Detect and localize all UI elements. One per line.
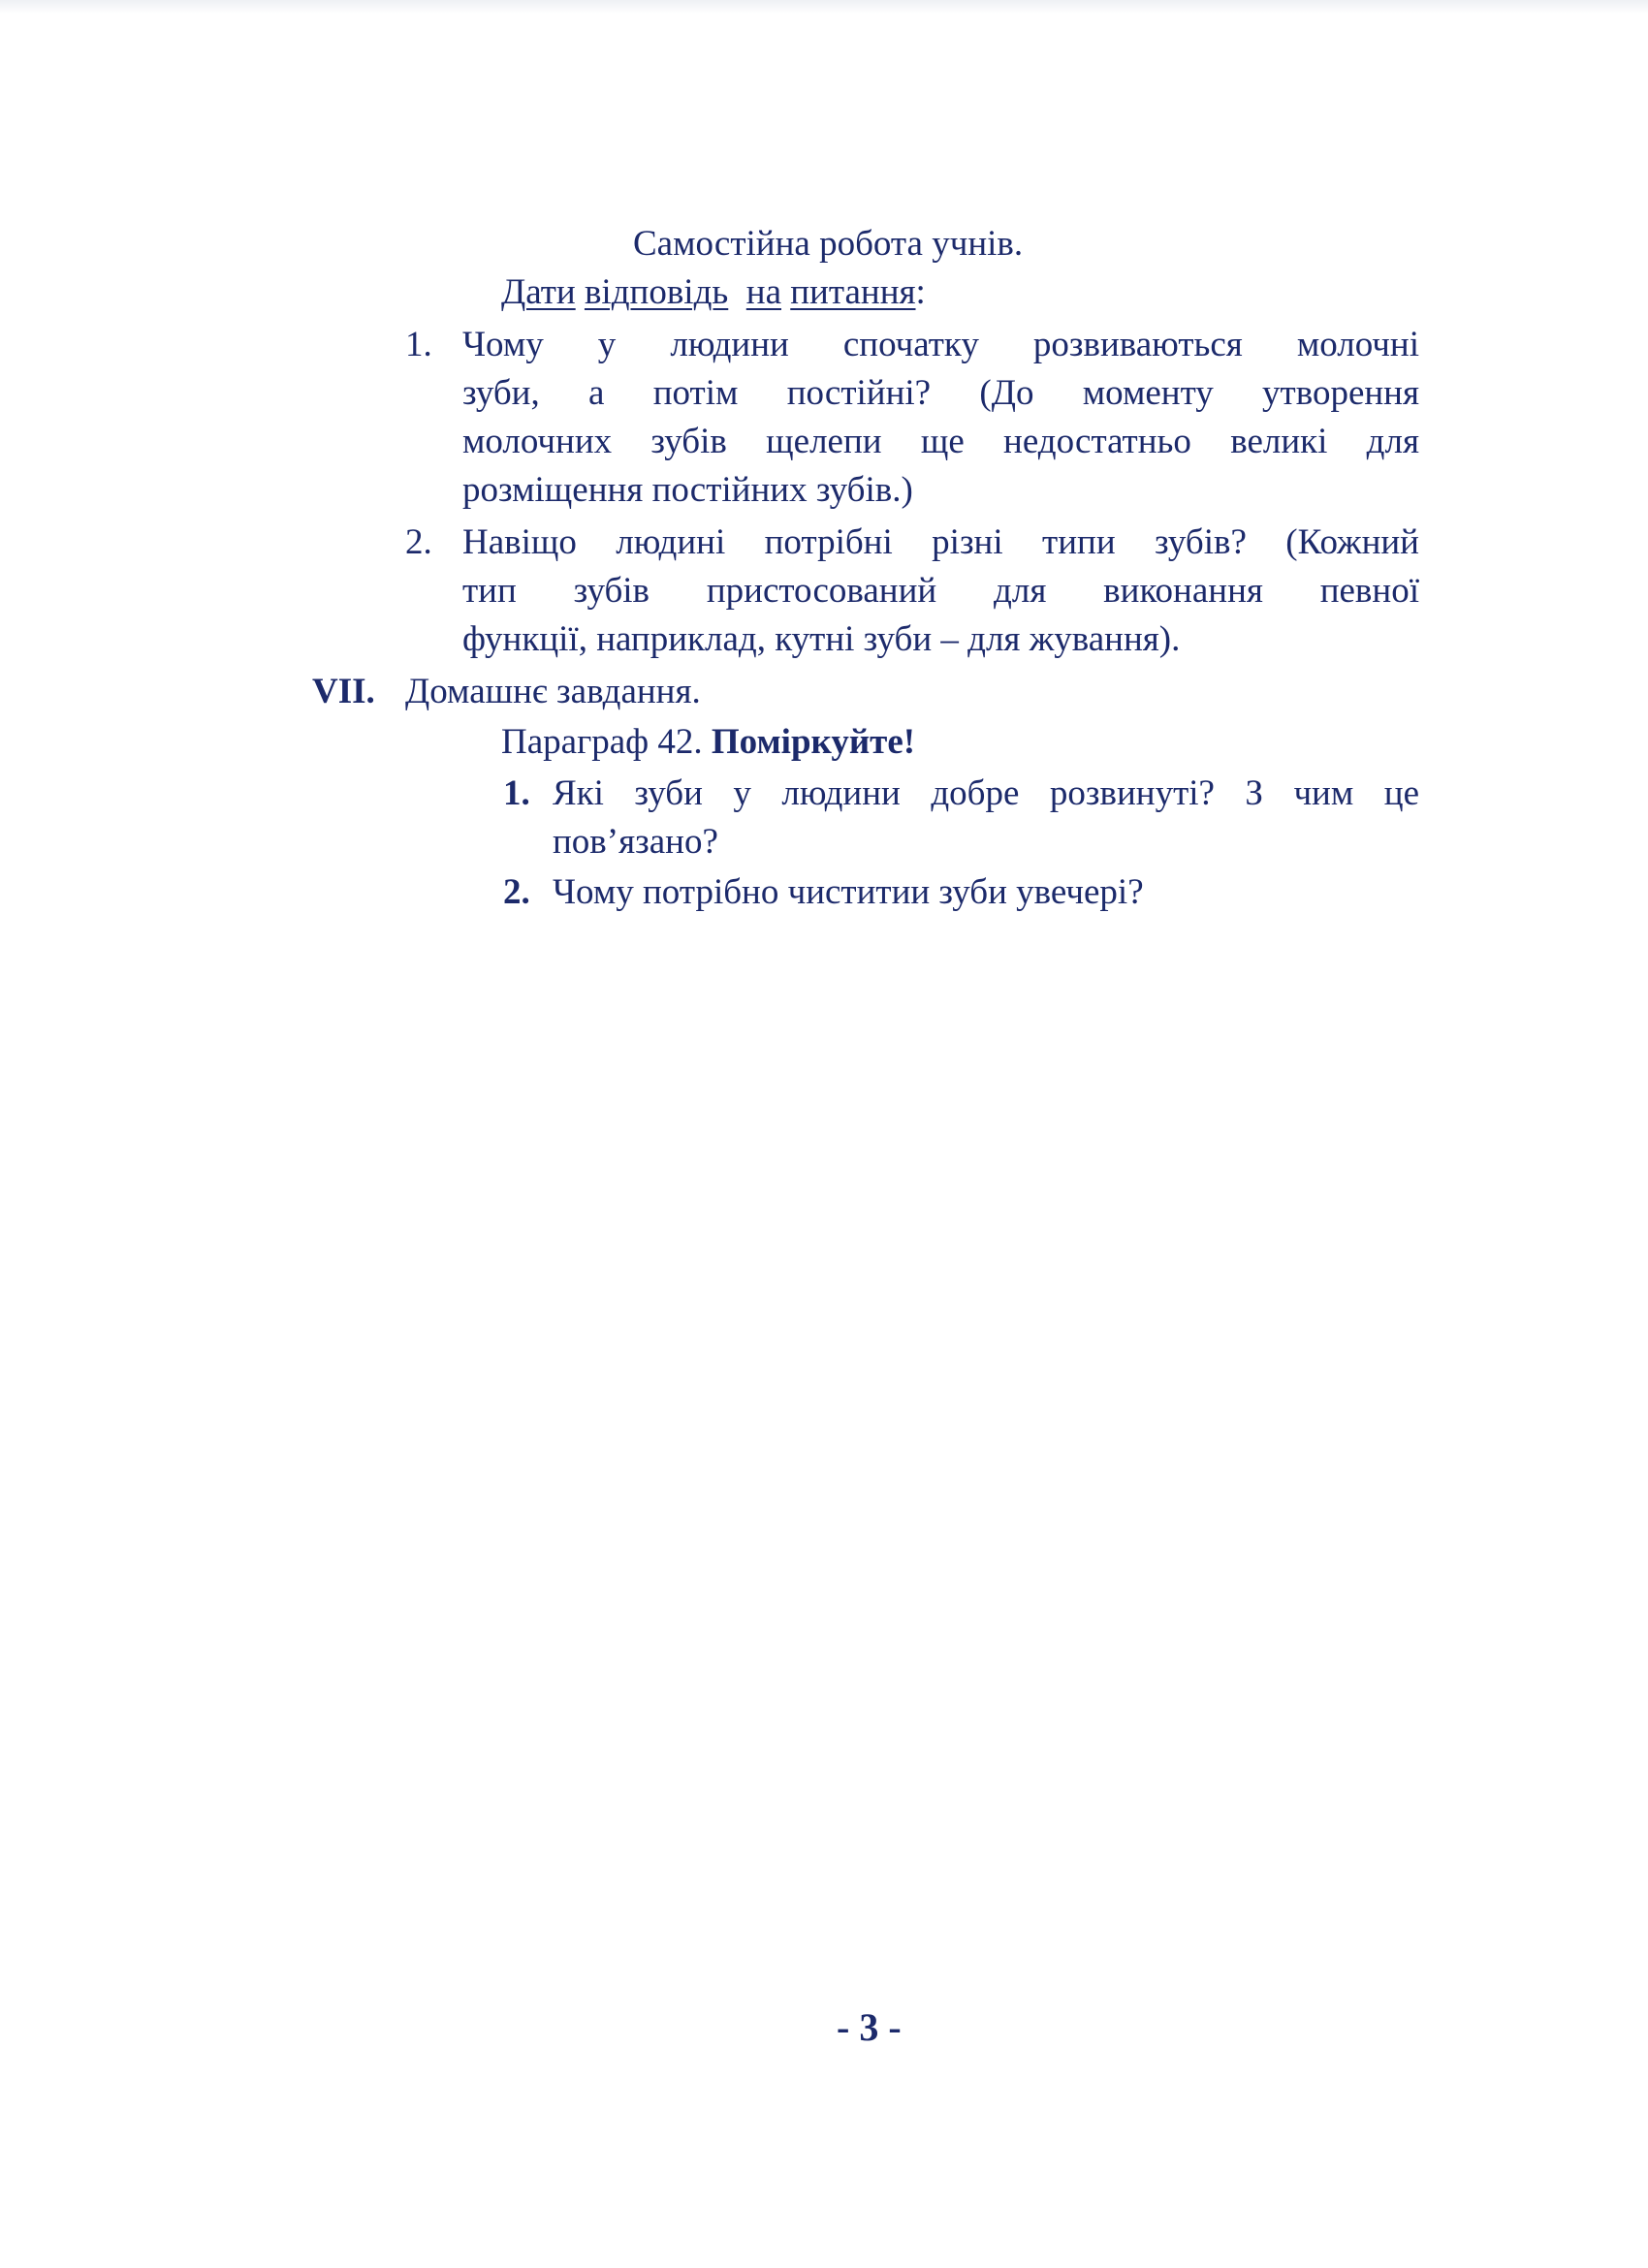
question-line: розміщення постійних зубів.) bbox=[462, 470, 913, 510]
question-line: функції, наприклад, кутні зуби – для жування). bbox=[462, 619, 1181, 659]
paragraph-label: Параграф 42. bbox=[501, 722, 703, 762]
homework-item-line: Чому потрібно чиститии зуби увечері? bbox=[553, 872, 1144, 912]
homework-item-number: 2. bbox=[503, 872, 530, 912]
homework-item-line: Які зуби у людини добре розвинуті? З чим це bbox=[553, 773, 1419, 813]
prompt-word: Дати bbox=[501, 272, 576, 312]
question-line: тип зубів пристосований для виконання певної bbox=[462, 571, 1419, 611]
prompt-word: на bbox=[745, 272, 781, 312]
question-line: зуби, а потім постійні? (До моменту утворення bbox=[462, 373, 1419, 413]
prompt-word: відповідь bbox=[584, 272, 729, 312]
question-line: Чому у людини спочатку розвиваються молочні bbox=[462, 325, 1419, 364]
question-number: 2. bbox=[405, 522, 432, 562]
questions-prompt bbox=[501, 269, 926, 316]
prompt-colon: : bbox=[915, 272, 926, 312]
question-number: 1. bbox=[405, 325, 432, 364]
scan-edge-shadow bbox=[0, 0, 1648, 14]
section-title: Домашнє завдання. bbox=[405, 672, 701, 711]
prompt-word: питання bbox=[790, 272, 916, 312]
question-line: молочних зубів щелепи ще недостатньо великі для bbox=[462, 422, 1419, 461]
homework-item-line: пов’язано? bbox=[553, 822, 718, 862]
homework-paragraph bbox=[501, 719, 915, 766]
question-line: Навіщо людині потрібні різні типи зубів? (Кожний bbox=[462, 522, 1419, 562]
section-numeral: VII. bbox=[312, 672, 375, 711]
section-heading: Самостійна робота учнів. bbox=[633, 224, 1024, 264]
page-number: - 3 - bbox=[837, 2005, 902, 2049]
paragraph-emphasis: Поміркуйте! bbox=[711, 722, 916, 762]
homework-item-number: 1. bbox=[503, 773, 530, 813]
